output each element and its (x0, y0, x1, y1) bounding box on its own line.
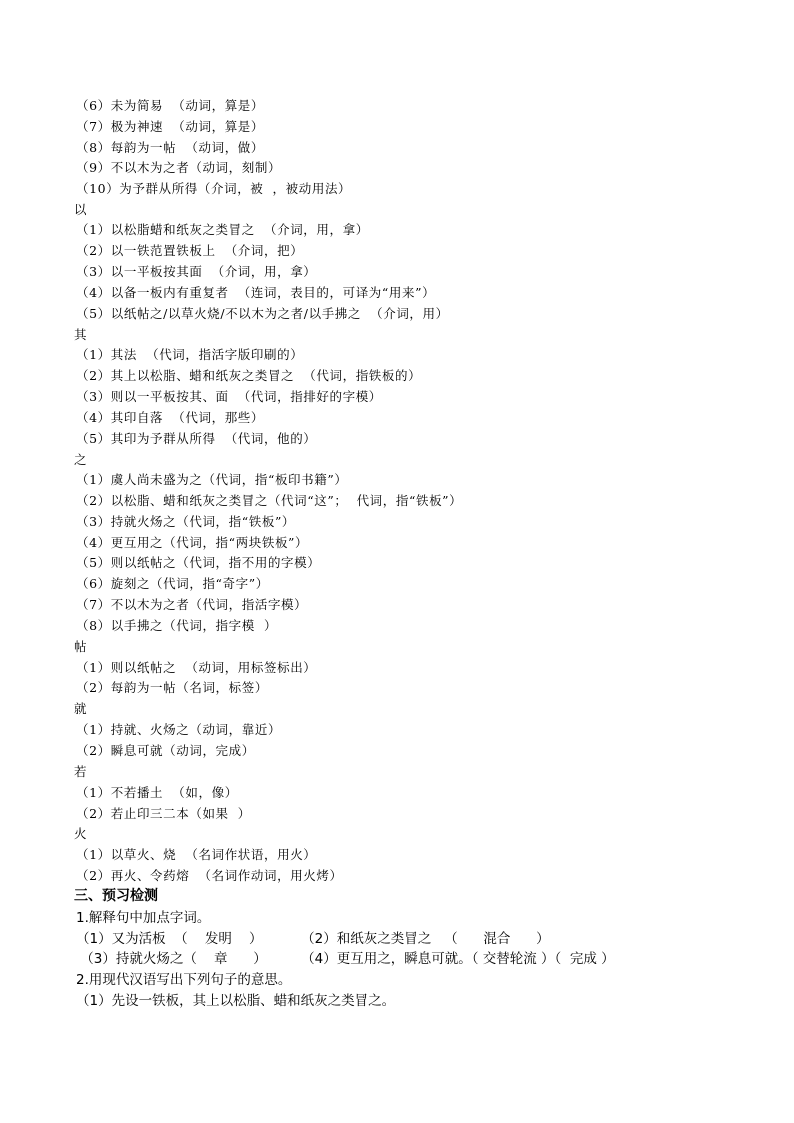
text-line: （4）以备一板内有重复者 （连词，表目的，可译为“用来”） (76, 285, 436, 300)
text-line: （2）若止印三二本（如果 ） (76, 806, 251, 821)
text-line: （2）其上以松脂、蜡和纸灰之类冒之 （代词，指铁板的） (76, 368, 422, 383)
heading-char: 就 (74, 701, 88, 716)
text-line: （5）其印为予群从所得 （代词，他的） (76, 431, 317, 446)
text-line: （10）为予群从所得（介词，被 ，被动用法） (76, 181, 352, 196)
text-line: （1）以草火、烧 （名词作状语，用火） (76, 847, 317, 862)
text-line: （8）每韵为一帖 （动词，做） (76, 140, 265, 155)
section-title: 三、预习检测 (74, 888, 158, 904)
text-line: （1）虞人尚未盛为之（代词，指“板印书籍”） (76, 472, 348, 487)
heading-char: 火 (74, 826, 88, 841)
text-line: （4）更互用之（代词，指“两块铁板”） (76, 535, 309, 550)
question-1-instruction: 1.解释句中加点字词。 (76, 910, 211, 926)
text-line: （6）旋刻之（代词，指“奇字”） (76, 576, 269, 591)
heading-char: 以 (74, 202, 88, 217)
text-line: （1）其法 （代词，指活字版印刷的） (76, 347, 304, 362)
text-line: （2）瞬息可就（动词，完成） (76, 743, 255, 758)
text-line: （2）每韵为一帖（名词，标签） (76, 680, 268, 695)
text-line: （3）则以一平板按其、面 （代词，指排好的字模） (76, 389, 382, 404)
text-line: （7）不以木为之者（代词，指活字模） (76, 597, 308, 612)
text-line: （7）极为神速 （动词，算是） (76, 119, 265, 134)
heading-char: 若 (74, 764, 88, 779)
text-line: （1）不若播土 （如，像） (76, 785, 238, 800)
text-line: （2）再火、令药熔 （名词作动词，用火烤） (76, 868, 343, 883)
text-line: （2）以松脂、蜡和纸灰之类冒之（代词“这”； 代词，指“铁板”） (76, 493, 463, 508)
text-line: （5）则以纸帖之（代词，指不用的字模） (76, 555, 321, 570)
text-line: （1）则以纸帖之 （动词，用标签标出） (76, 660, 317, 675)
text-line: （1）以松脂蜡和纸灰之类冒之 （介词，用，拿） (76, 222, 369, 237)
text-line: （8）以手拂之（代词，指字模 ） (76, 618, 278, 633)
question-1-row-2: （3）持就火炀之（ 章 ） （4）更互用之，瞬息可就。（ 交替轮流 ）（ 完成 ） (76, 951, 615, 967)
text-line: （3）以一平板按其面 （介词，用，拿） (76, 264, 317, 279)
question-2-row-1: （1）先设一铁板，其上以松脂、蜡和纸灰之类冒之。 (76, 993, 396, 1009)
text-line: （4）其印自落 （代词，那些） (76, 410, 265, 425)
text-line: （3）持就火炀之（代词，指“铁板”） (76, 514, 296, 529)
text-line: （2）以一铁范置铁板上 （介词，把） (76, 243, 304, 258)
heading-char: 其 (74, 327, 88, 342)
text-line: （6）未为简易 （动词，算是） (76, 98, 265, 113)
text-line: （1）持就、火炀之（动词，靠近） (76, 722, 282, 737)
text-line: （9）不以木为之者（动词，刻制） (76, 160, 282, 175)
text-line: （5）以纸帖之/以草火烧/不以木为之者/以手拂之 （介词，用） (76, 306, 449, 321)
question-2-instruction: 2.用现代汉语写出下列句子的意思。 (76, 972, 292, 988)
heading-char: 帖 (74, 639, 88, 654)
question-1-row-1: （1）又为活板 （ 发明 ） （2）和纸灰之类冒之 （ 混合 ） (76, 931, 550, 947)
heading-char: 之 (74, 452, 88, 467)
